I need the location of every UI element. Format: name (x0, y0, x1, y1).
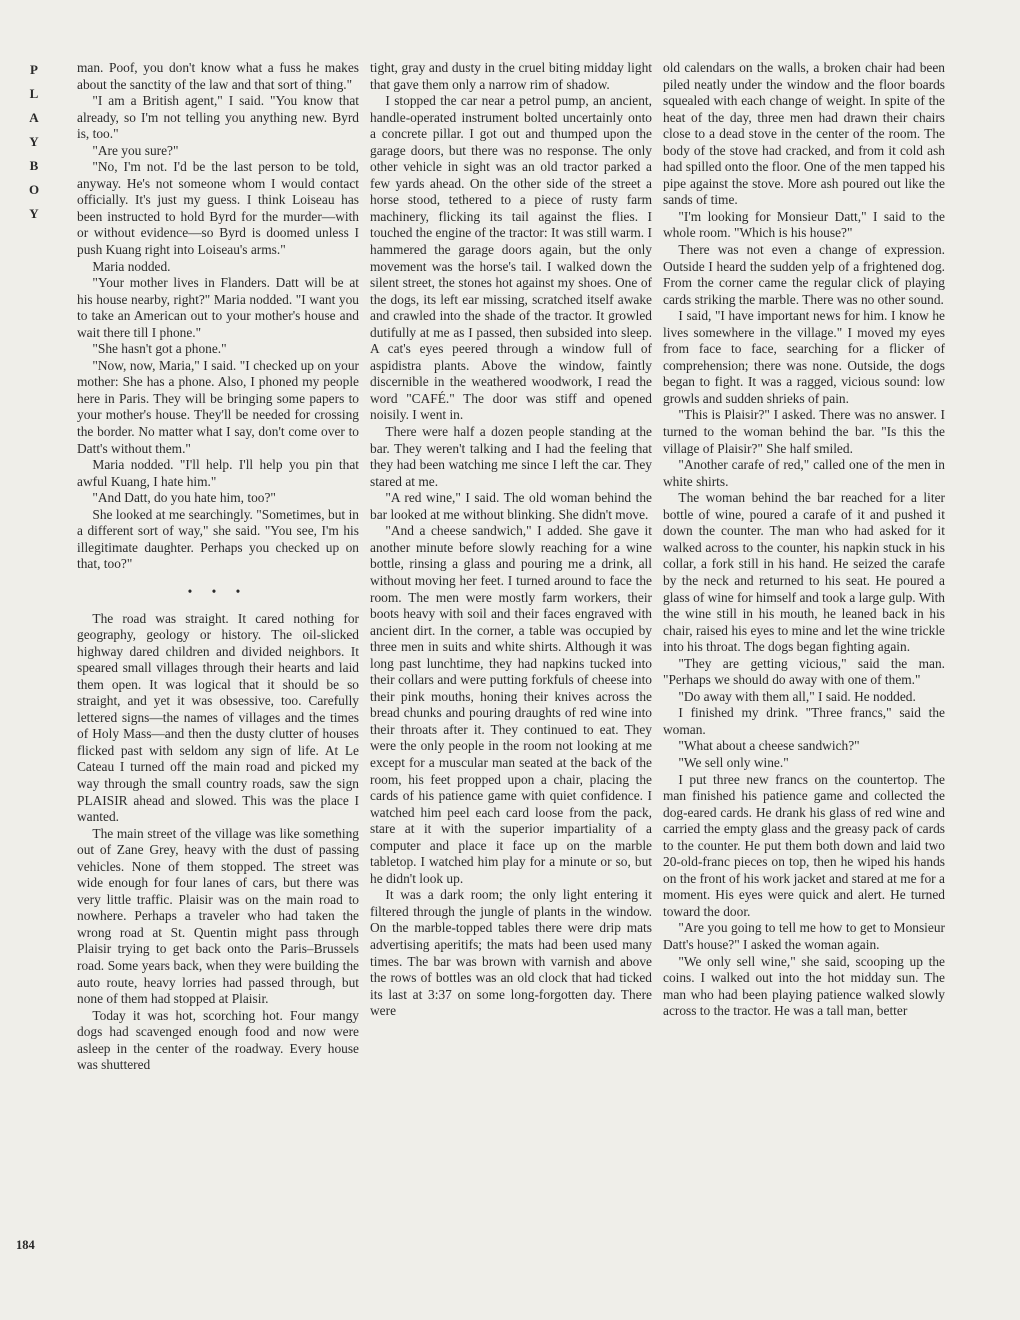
paragraph: "I'm looking for Monsieur Datt," I said to the whole room. "Which is his house?" (663, 208, 945, 241)
paragraph: "Another carafe of red," called one of the men in white shirts. (663, 457, 945, 489)
paragraph: man. Poof, you don't know what a fuss he makes about the sanctity of the law and that sort of thing." (77, 60, 359, 92)
paragraph: "They are getting vicious," said the man. "Perhaps we should do away with one of them." (663, 655, 945, 688)
masthead-letter: Y (29, 134, 39, 149)
paragraph: I stopped the car near a petrol pump, an ancient, handle-operated instrument bolted uncertainly onto a concrete pillar. I got out and thumped upon the garage doors, but there was no response. The only other vehicle in sight was an old tractor parked a few yards ahead. On the other side of the street a horse stood, tethered to a piece of rusty farm machinery, flicking its tail against the flies. I touched the engine of the tractor: It was still warm. I hammered the garage doors again, but the only movement was the horse's tail. I walked down the silent street, the stones hot against my shoes. One of the dogs, its left ear missing, scratched itself awake and crawled into the shade of the tractor. It growled dutifully at me as I passed, then subsided into sleep. A cat's eyes peered through a window full of aspidistra plants. Above the window, faintly discernible in the weathered woodwork, I read the word "CAFÉ." The door was stiff and opened noisily. I went in. (370, 93, 652, 423)
paragraph: "Are you sure?" (92, 142, 179, 158)
paragraph: I put three new francs on the countertop. The man finished his patience game and collected the dog-eared cards. He drank his glass of red wine and carried the empty glass and the greasy pack of cards to the counter. He put them both down and laid two 20-old-franc pieces on top, then he wiped his hands on the front of his work jacket and stared at me for a moment. His eyes were quick and alert. He turned toward the door. (663, 771, 945, 919)
masthead-letter: A (29, 110, 39, 125)
paragraph: "And a cheese sandwich," I added. She gave it another minute before slowly reaching for a wine bottle, rinsing a glass and pouring me a drink, all without moving her feet. I turned around to face the room. The men were mostly farm workers, their boots heavy with soil and their faces engraved with ancient dirt. In the corner, a table was occupied by three men in suits and white shirts. Although it was long past lunchtime, they had napkins tucked into their collars and were putting forkfuls of cheese into their pink mouths, honing their knives across the bread chunks and pouring draughts of red wine into their throats after it. They continued to eat. They were the only people in the room not looking at me except for a muscular man seated at the back of the room, his feet propped upon a chair, placing the cards of his patience game with quiet confidence. I watched him peel each card loose from the pack, stare at it with the superior impartiality of a computer and place it face up on the marble tabletop. I watched him play for a minute or so, but he didn't look up. (370, 523, 652, 886)
masthead-letter: Y (29, 206, 39, 221)
paragraph: I finished my drink. "Three francs," said the woman. (663, 705, 945, 737)
masthead-letter: B (29, 158, 39, 173)
paragraph: Maria nodded. (92, 258, 171, 274)
text-column-3 (663, 60, 945, 1020)
paragraph: "I am a British agent," I said. "You know that already, so I'm not telling you anything new. Byrd is, too." (77, 93, 359, 142)
paragraph: "And Datt, do you hate him, too?" (92, 490, 276, 506)
paragraph: "Do away with them all," I said. He nodded. (678, 688, 916, 704)
paragraph: There were half a dozen people standing at the bar. They weren't talking and I had the feeling that they had been watching me since I left the car. They stared at me. (370, 424, 652, 489)
section-separator: • • • (187, 583, 249, 599)
masthead-letter: O (28, 182, 40, 197)
paragraph: "This is Plaisir?" I asked. There was no answer. I turned to the woman behind the bar. "Is this the village of Plaisir?" She half smiled. (663, 407, 945, 456)
paragraph: There was not even a change of expression. Outside I heard the sudden yelp of a frightened dog. From the corner came the regular click of playing cards striking the marble. There was no other sound. (663, 242, 945, 307)
paragraph: The woman behind the bar reached for a liter bottle of wine, poured a carafe of it and pushed it down the counter. The man who had asked for it walked across to the counter, his napkin stuck in his collar, a fork still in his hand. He seized the carafe by the neck and returned to his seat. He poured a glass of wine for himself and took a large gulp. With the wine still in his mouth, he leaned back in his chair, raised his eyes to mine and let the wine trickle into his throat. The dogs began fighting again. (663, 490, 945, 655)
paragraph: "We sell only wine." (678, 754, 789, 770)
masthead-letter: L (29, 86, 39, 101)
paragraph: "What about a cheese sandwich?" (678, 738, 860, 754)
paragraph: "A red wine," I said. The old woman behind the bar looked at me without blinking. She didn't move. (370, 490, 652, 522)
paragraph: "We only sell wine," she said, scooping up the coins. I walked out into the hot midday sun. The man who had been playing patience walked slowly across to the tractor. He was a tall man, better (663, 953, 945, 1019)
paragraph: Today it was hot, scorching hot. Four mangy dogs had scavenged enough food and now were asleep in the center of the roadway. Every house was shuttered (77, 1007, 359, 1073)
paragraph: "Now, now, Maria," I said. "I checked up on your mother: She has a phone. Also, I phoned my people here in Paris. They will be bringing some papers to your mother's house. They'll be needed for crossing the border. No matter what I say, don't come over to Datt's without them." (77, 357, 359, 456)
paragraph: "She hasn't got a phone." (92, 341, 227, 357)
masthead-letter: P (30, 62, 38, 77)
text-column-2 (370, 60, 652, 1020)
paragraph: tight, gray and dusty in the cruel biting midday light that gave them only a narrow rim of shadow. (370, 60, 652, 92)
page-number: 184 (16, 1238, 35, 1252)
paragraph: I said, "I have important news for him. I know he lives somewhere in the village." I moved my eyes from face to face, searching for a flicker of comprehension; there was none. Outside, the dogs began to fight. It was a ragged, vicious sound: low growls and sudden shrieks of pain. (663, 308, 945, 406)
paragraph: old calendars on the walls, a broken chair had been piled neatly under the window and the floor boards squealed with each change of weight. In spite of the heat of the day, three men had drawn their chairs close to a dead stove in the center of the room. The body of the stove had cracked, and from it cold ash had spilled onto the floor. One of the men tapped his pipe against the stove. More ash poured out like the sands of time. (663, 60, 945, 208)
text-column-1 (77, 60, 359, 1074)
paragraph: Maria nodded. "I'll help. I'll help you pin that awful Kuang, I hate him." (77, 457, 359, 489)
paragraph: "Are you going to tell me how to get to Monsieur Datt's house?" I asked the woman again. (663, 920, 945, 952)
playboy-masthead (24, 58, 44, 226)
paragraph: "Your mother lives in Flanders. Datt will be at his house nearby, right?" Maria nodded. "I want you to take an American out to your mother's house and wait there till I phone." (77, 275, 359, 340)
paragraph: "No, I'm not. I'd be the last person to be told, anyway. He's not someone whom I would contact officially. It's just my guess. I think Loiseau has been instructed to hold Byrd for the murder—with or without evidence—so Byrd is doomed unless I push Kuang right into Loiseau's arms." (77, 159, 359, 258)
paragraph: It was a dark room; the only light entering it filtered through the jungle of plants in the window. On the marble-topped tables there were drip mats advertising aperitifs; the mats had been used many times. The bar was brown with varnish and above the rows of bottles was an old clock that had ticked its last at 3:37 on some long-forgotten day. There were (370, 887, 652, 1019)
paragraph: The main street of the village was like something out of Zane Grey, heavy with the dust of passing vehicles. None of them stopped. The street was wide enough for four lanes of cars, but there was very little traffic. Plaisir was on the main road to nowhere. Perhaps a traveler who had taken the wrong road at St. Quentin might pass through Plaisir trying to get back onto the Paris–Brussels road. Some years back, when they were building the auto route, heavy lorries had passed through, but none of them had stopped at Plaisir. (77, 825, 359, 1007)
paragraph: She looked at me searchingly. "Sometimes, but in a different sort of way," she said. "You see, I'm his illegitimate daughter. Perhaps you checked up on that, too?" (77, 506, 359, 572)
paragraph: The road was straight. It cared nothing for geography, geology or history. The oil-slicked highway dared children and divided neighbors. It speared small villages through their hearts and laid them open. It was logical that it should be so straight, and yet it was obsessive, too. Carefully lettered signs—the names of villages and the times of Holy Mass—and then the dusty clutter of houses flicked past with seldom any sign of life. At Le Cateau I turned off the main road and picked my way through the small country roads, saw the sign PLAISIR ahead and slowed. This was the place I wanted. (77, 610, 359, 825)
